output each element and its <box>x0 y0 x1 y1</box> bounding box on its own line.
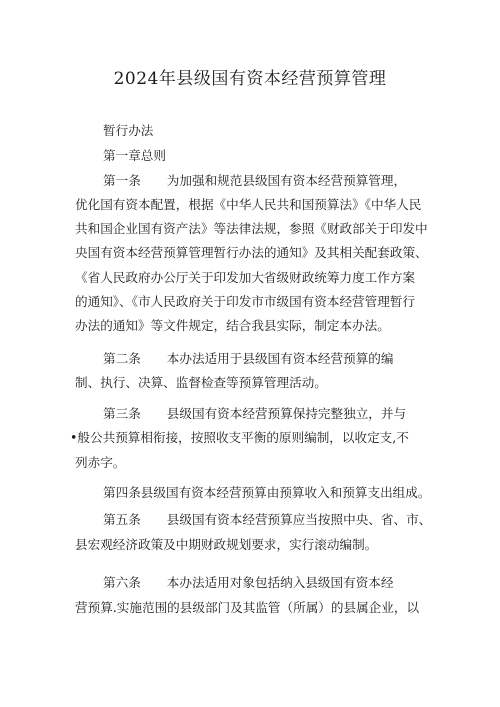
article-1-line: 的通知》、《市人民政府关于印发市市级国有资本经营管理暂行 <box>75 294 416 309</box>
document-title: 2024年县级国有资本经营预算管理 <box>113 69 387 89</box>
article-6-text: 本办法适用对象包括纳入县级国有资本经 <box>166 575 394 590</box>
article-1-first-line <box>103 173 406 189</box>
chapter-heading: 第一章总则 <box>103 148 166 163</box>
article-2-text: 本办法适用于县级国有资本经营预算的编 <box>166 351 394 366</box>
article-5-label: 第五条 <box>103 512 141 527</box>
article-3-line: 列赤字。 <box>75 455 126 470</box>
article-4-line: 第四条县级国有资本经营预算由预算收入和预算支出组成。 <box>103 485 431 500</box>
article-3-label: 第三条 <box>103 406 141 421</box>
article-2-line: 制、执行、决算、监督检查等预算管理活动。 <box>75 375 327 390</box>
article-3-line: •般公共预算相衔接，按照收支平衡的原则编制，以收定支,不 <box>70 430 409 445</box>
article-1-line: 央国有资本经营预算管理暂行办法的通知》及其相关配套政策、 <box>75 245 428 260</box>
article-1-line: 《省人民政府办公厅关于印发加大省级财政统筹力度工作方案 <box>75 270 416 285</box>
article-3-text: 县级国有资本经营预算保持完整独立，并与 <box>166 406 407 421</box>
article-5-text: 县级国有资本经营预算应当按照中央、省、市、 <box>166 512 432 527</box>
article-6-first-line <box>103 575 393 591</box>
article-6-line: 营预算.实施范围的县级部门及其监管（所属）的县属企业，以 <box>75 600 420 615</box>
article-2-first-line <box>103 351 393 367</box>
article-5-line: 县宏观经济政策及中期财政规划要求，实行滚动编制。 <box>75 537 378 552</box>
document-subtitle: 暂行办法 <box>103 123 154 138</box>
article-1-line: 优化国有资本配置，根据《中华人民共和国预算法》《中华人民 <box>75 197 422 212</box>
article-6-label: 第六条 <box>103 575 141 590</box>
article-1-line: 共和国企业国有资产法》等法律法规，参照《财政部关于印发中 <box>75 221 428 236</box>
article-2-label: 第二条 <box>103 351 141 366</box>
article-5-first-line <box>103 512 431 528</box>
article-1-line: 办法的通知》等文件规定，结合我县实际，制定本办法。 <box>75 318 390 333</box>
article-1-label: 第一条 <box>103 173 141 188</box>
article-1-text: 为加强和规范县级国有资本经营预算管理， <box>166 173 407 188</box>
article-3-first-line <box>103 406 406 422</box>
